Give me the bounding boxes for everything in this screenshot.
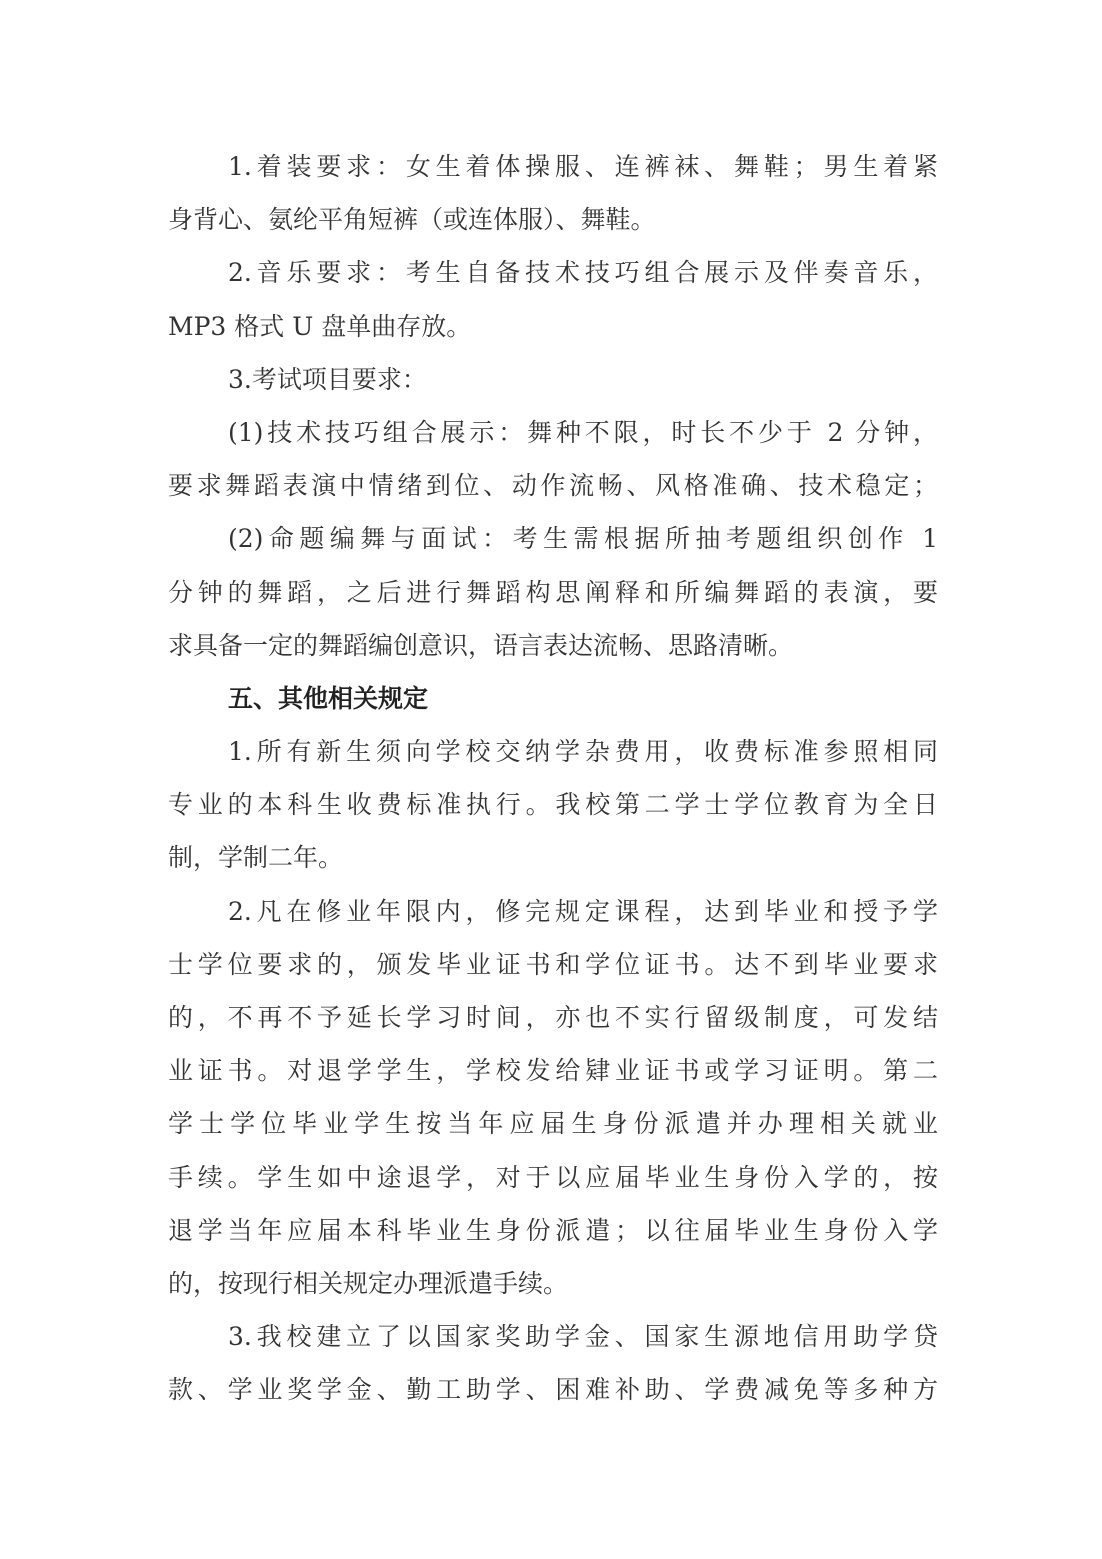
paragraph-line: 要求舞蹈表演中情绪到位、动作流畅、风格准确、技术稳定； (168, 471, 938, 501)
paragraph-line: (2)命题编舞与面试：考生需根据所抽考题组织创作 1 (228, 524, 938, 554)
paragraph-line: 1.着装要求：女生着体操服、连裤袜、舞鞋；男生着紧 (228, 152, 938, 181)
paragraph-line: MP3 格式 U 盘单曲存放。 (168, 311, 472, 341)
paragraph-line: 2.凡在修业年限内，修完规定课程，达到毕业和授予学 (228, 896, 938, 926)
paragraph-line: 身背心、氨纶平角短裤（或连体服）、舞鞋。 (168, 205, 656, 235)
paragraph-line: 的，不再不予延长学习时间，亦也不实行留级制度，可发结 (168, 1003, 938, 1032)
paragraph-line: 士学位要求的，颁发毕业证书和学位证书。达不到毕业要求 (168, 949, 938, 979)
paragraph-line: 制，学制二年。 (168, 843, 344, 873)
paragraph-line: (1)技术技巧组合展示：舞种不限，时长不少于 2 分钟， (228, 417, 938, 447)
paragraph-line: 手续。学生如中途退学，对于以应届毕业生身份入学的，按 (168, 1162, 938, 1192)
paragraph-line: 求具备一定的舞蹈编创意识，语言表达流畅、思路清晰。 (168, 630, 794, 660)
paragraph-line: 学士学位毕业学生按当年应届生身份派遣并办理相关就业 (168, 1109, 938, 1139)
paragraph-line: 1.所有新生须向学校交纳学杂费用，收费标准参照相同 (228, 737, 938, 767)
paragraph-line: 分钟的舞蹈，之后进行舞蹈构思阐释和所编舞蹈的表演，要 (168, 577, 938, 607)
paragraph-line: 专业的本科生收费标准执行。我校第二学士学位教育为全日 (168, 790, 938, 820)
paragraph-line: 款、学业奖学金、勤工助学、困难补助、学费减免等多种方 (168, 1375, 938, 1405)
paragraph-line: 3.我校建立了以国家奖助学金、国家生源地信用助学贷 (228, 1322, 938, 1352)
document-body (168, 140, 938, 1417)
paragraph-line: 3.考试项目要求： (228, 364, 427, 394)
paragraph-line: 退学当年应届本科毕业生身份派遣；以往届毕业生身份入学 (168, 1215, 938, 1245)
paragraph-line: 的，按现行相关规定办理派遣手续。 (168, 1268, 569, 1298)
section-heading: 五、其他相关规定 (228, 683, 429, 713)
paragraph-line: 业证书。对退学学生，学校发给肄业证书或学习证明。第二 (168, 1056, 938, 1086)
paragraph-line: 2.音乐要求：考生自备技术技巧组合展示及伴奏音乐， (228, 258, 938, 288)
